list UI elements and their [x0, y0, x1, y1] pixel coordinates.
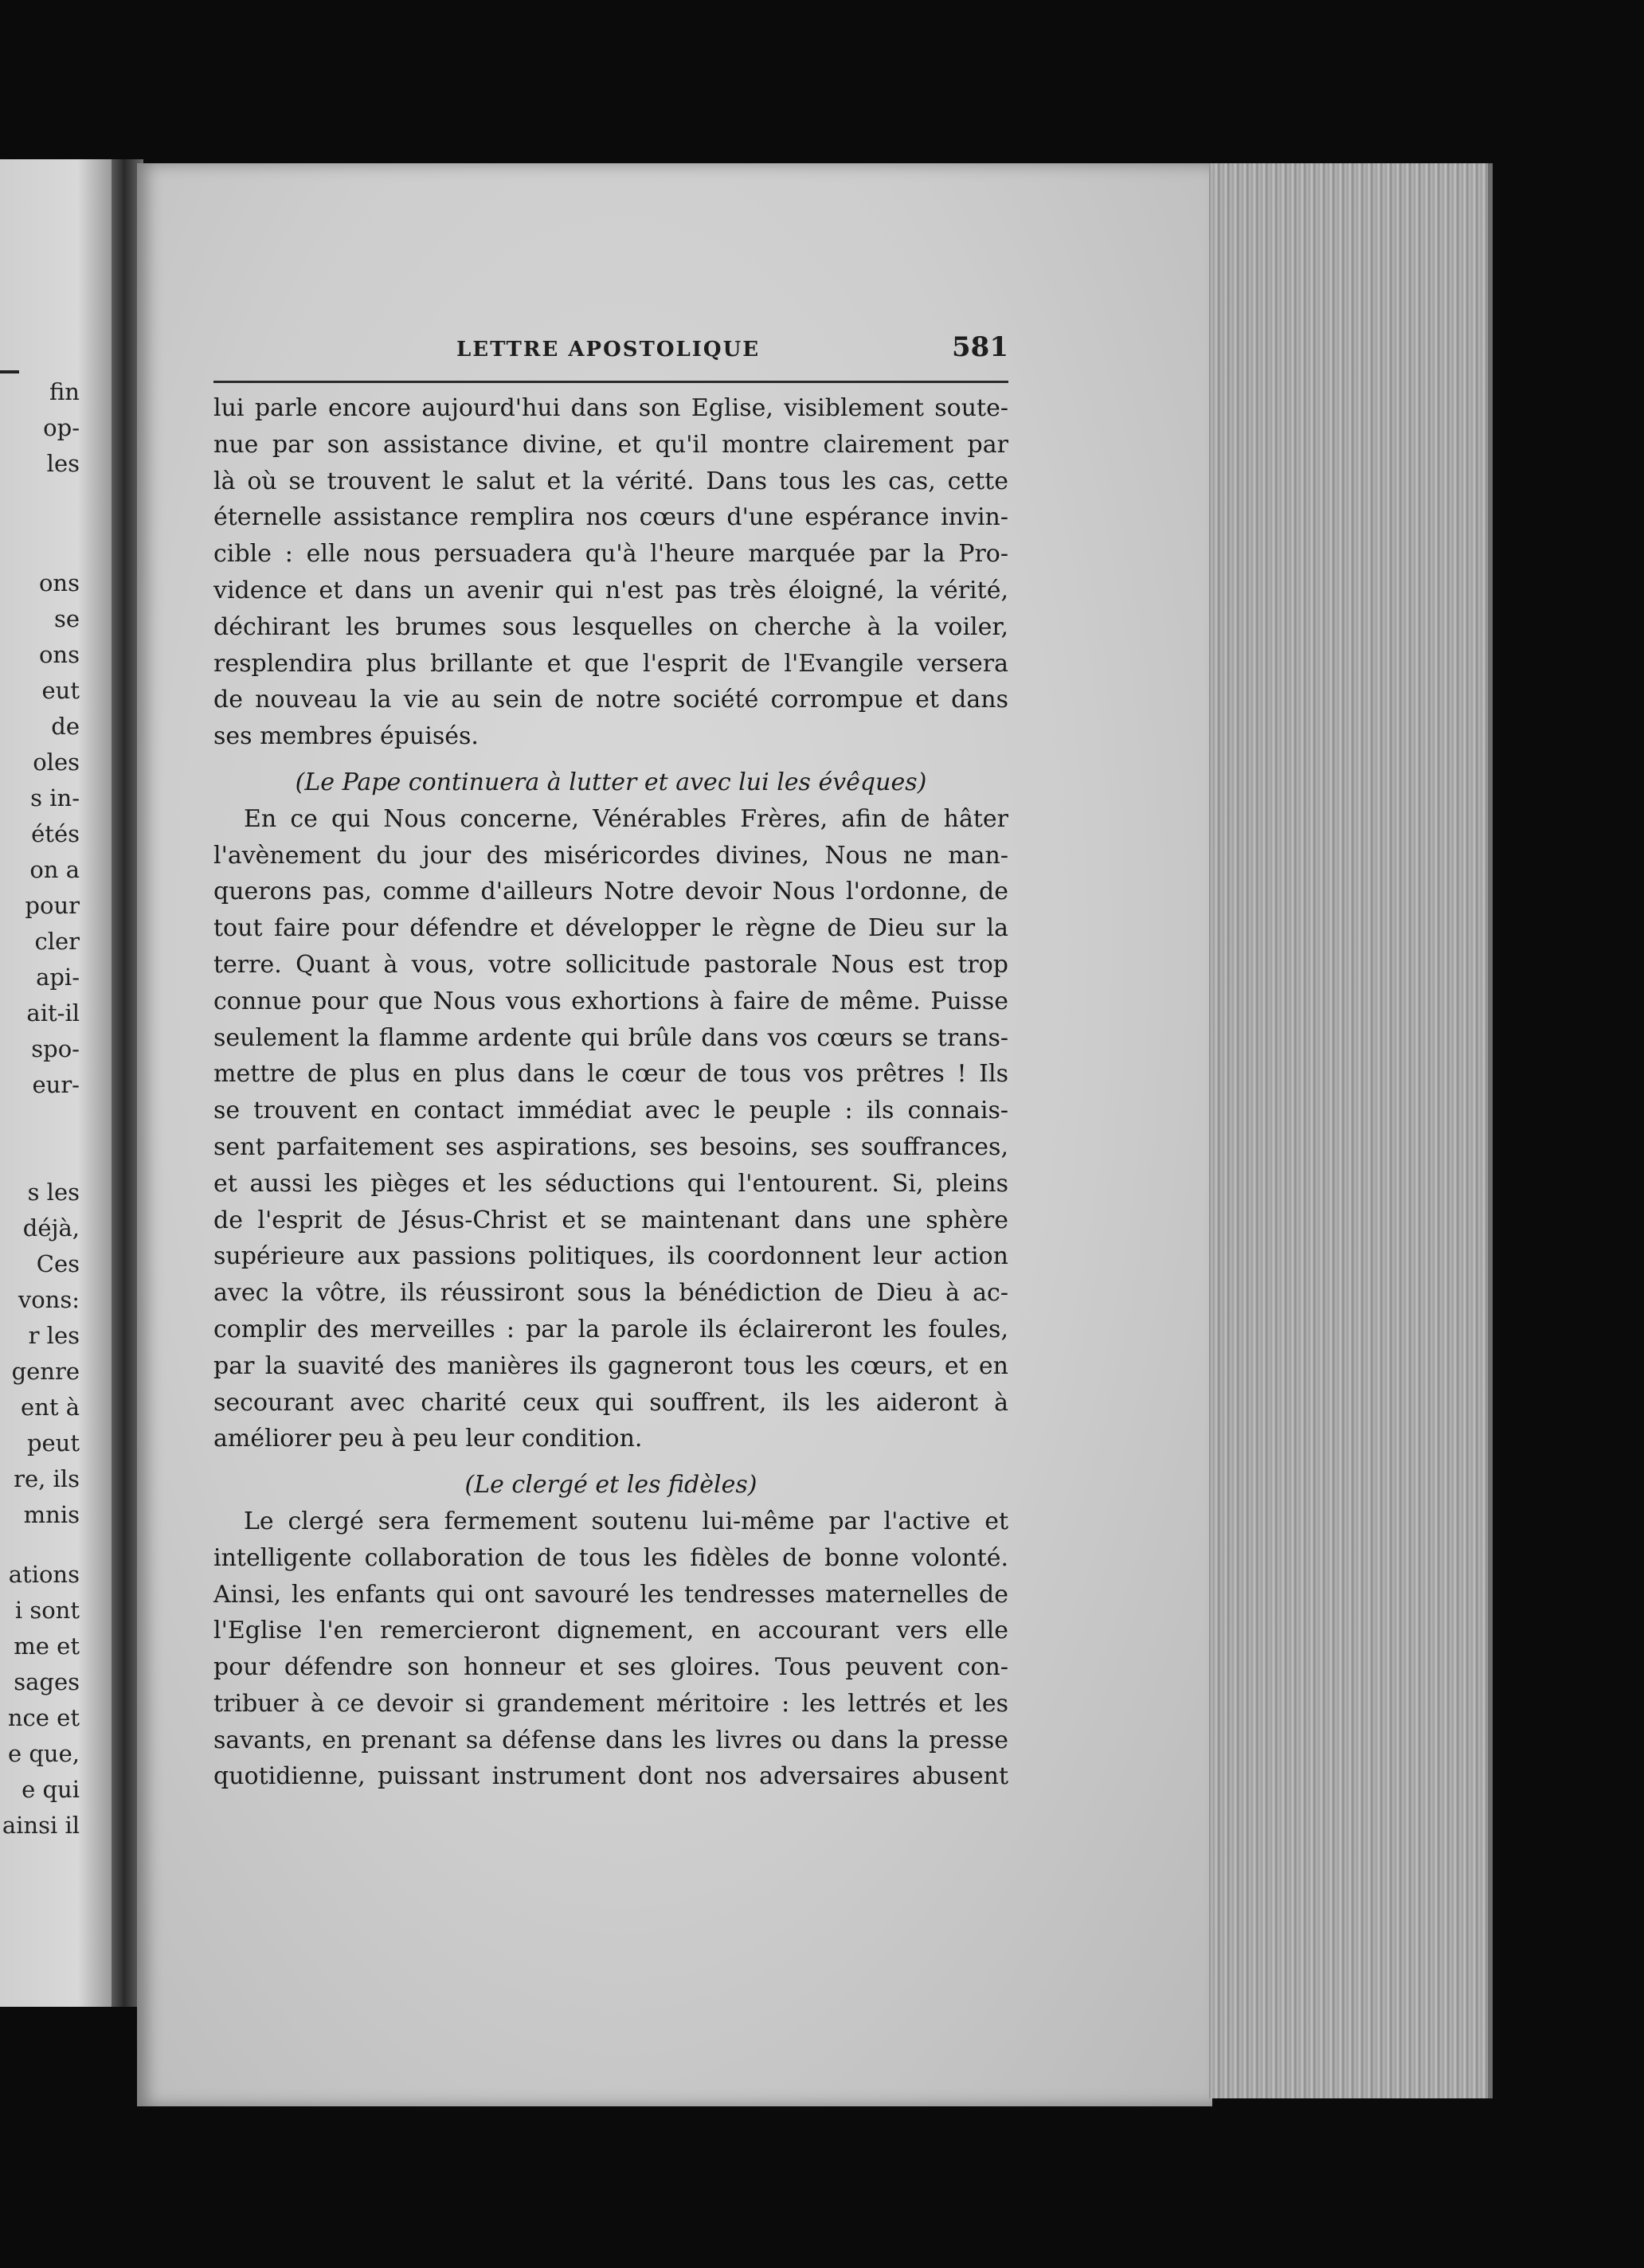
left-page-fragment: ent à: [20, 1394, 80, 1421]
text-line: améliorer peu à peu leur condition.: [213, 1425, 643, 1453]
left-page-fragment: ainsi il: [2, 1812, 80, 1839]
text-line: complir des merveilles : par la parole ils éclaireront les foules,: [213, 1315, 1008, 1343]
left-page-fragment: Ces: [36, 1250, 80, 1277]
paragraph-2: [213, 801, 1008, 1457]
text-line: là où se trouvent le salut et la vérité. Dans tous les cas, cette: [213, 467, 1008, 495]
left-page-fragment: genre: [11, 1358, 80, 1385]
text-line: tribuer à ce devoir si grandement méritoire : les lettrés et les: [213, 1689, 1008, 1718]
text-line: avec la vôtre, ils réussiront sous la bénédiction de Dieu à ac-: [213, 1279, 1008, 1308]
text-line: se trouvent en contact immédiat avec le peuple : ils connais-: [213, 1097, 1008, 1125]
left-page-fragment: fin: [49, 378, 80, 405]
text-line: nue par son assistance divine, et qu'il montre clairement par: [213, 430, 1008, 459]
left-page-fragment: oles: [33, 749, 80, 776]
left-page-fragment: nce et: [7, 1704, 80, 1731]
text-line: ses membres épuisés.: [213, 722, 479, 751]
left-page-fragment: pour: [25, 892, 80, 919]
text-line: terre. Quant à vous, votre sollicitude pastorale Nous est trop: [213, 950, 1008, 979]
text-line: Ainsi, les enfants qui ont savouré les tendresses maternelles de: [213, 1580, 1008, 1609]
text-line: l'avènement du jour des miséricordes divines, Nous ne man-: [213, 841, 1008, 870]
left-page-fragment: r les: [28, 1322, 80, 1349]
text-line: connue pour que Nous vous exhortions à faire de même. Puisse: [213, 987, 1008, 1015]
text-line: lui parle encore aujourd'hui dans son Eglise, visiblement soute-: [213, 394, 1008, 422]
left-page-fragment: me et: [14, 1633, 80, 1660]
left-page: [0, 159, 112, 2007]
text-line: En ce qui Nous concerne, Vénérables Frères, afin de hâter: [244, 804, 1008, 833]
left-page-fragment: mnis: [23, 1501, 80, 1528]
text-line: déchirant les brumes sous lesquelles on cherche à la voiler,: [213, 612, 1008, 641]
page-edges: [1209, 163, 1493, 2098]
text-line: cible : elle nous persuadera qu'à l'heure marquée par la Pro-: [213, 540, 1008, 569]
left-page-fragment: ait-il: [26, 999, 80, 1026]
left-page-fragment: ations: [8, 1561, 80, 1588]
text-line: tout faire pour défendre et développer le règne de Dieu sur la: [213, 914, 1008, 943]
left-page-fragment: e que,: [7, 1740, 80, 1767]
section-heading-pape: (Le Pape continuera à lutter et avec lui les évêques): [295, 768, 927, 796]
left-page-fragment: déjà,: [22, 1214, 80, 1242]
left-page-fragment: eur-: [32, 1071, 80, 1098]
text-line: de l'esprit de Jésus-Christ et se maintenant dans une sphère: [213, 1206, 1008, 1234]
left-page-fragment: s in-: [30, 784, 80, 811]
left-page-fragment: peut: [26, 1429, 80, 1457]
left-page-fragment: op-: [43, 414, 80, 441]
text-line: mettre de plus en plus dans le cœur de tous vos prêtres ! Ils: [213, 1060, 1008, 1089]
left-page-fragment: i sont: [14, 1597, 80, 1624]
left-page-fragment: de: [51, 713, 80, 740]
text-line: savants, en prenant sa défense dans les livres ou dans la presse: [213, 1726, 1008, 1754]
left-page-fragment: sages: [14, 1668, 80, 1695]
left-page-fragment: cler: [34, 928, 80, 955]
text-line: de nouveau la vie au sein de notre société corrompue et dans: [213, 686, 1008, 714]
left-page-rule: [0, 370, 19, 373]
left-page-fragment: spo-: [31, 1035, 80, 1062]
running-head: LETTRE APOSTOLIQUE: [456, 338, 761, 362]
left-page-fragment: les: [46, 450, 80, 477]
paragraph-1: [213, 390, 1008, 755]
left-page-fragment: se: [53, 605, 80, 632]
text-line: et aussi les pièges et les séductions qui l'entourent. Si, pleins: [213, 1169, 1008, 1198]
left-page-fragment: vons:: [18, 1286, 80, 1313]
left-page-fragment: on a: [29, 856, 80, 883]
text-line: resplendira plus brillante et que l'esprit de l'Evangile versera: [213, 649, 1008, 678]
left-page-fragment: api-: [36, 964, 80, 991]
left-page-fragment: e qui: [22, 1776, 80, 1803]
body-text: [213, 390, 1008, 1795]
paragraph-3: [213, 1504, 1008, 1795]
text-line: vidence et dans un avenir qui n'est pas très éloigné, la vérité,: [213, 576, 1008, 604]
text-line: pour défendre son honneur et ses gloires. Tous peuvent con-: [213, 1653, 1008, 1682]
text-line: querons pas, comme d'ailleurs Notre devoir Nous l'ordonne, de: [213, 878, 1008, 906]
page-number: 581: [952, 331, 1008, 363]
text-line: secourant avec charité ceux qui souffrent, ils les aideront à: [213, 1388, 1008, 1417]
left-page-fragment: re, ils: [14, 1465, 80, 1492]
text-line: par la suavité des manières ils gagneront tous les cœurs, et en: [213, 1351, 1008, 1380]
left-page-fragment: ons: [38, 569, 80, 596]
left-page-fragment: s les: [27, 1179, 80, 1206]
left-page-fragment: ons: [38, 641, 80, 668]
text-line: quotidienne, puissant instrument dont nos adversaires abusent: [213, 1762, 1008, 1791]
header-rule: [213, 381, 1008, 383]
text-line: l'Eglise l'en remercieront dignement, en accourant vers elle: [213, 1617, 1008, 1645]
text-line: supérieure aux passions politiques, ils coordonnent leur action: [213, 1242, 1008, 1271]
section-heading-clerge: (Le clergé et les fidèles): [464, 1471, 757, 1500]
left-page-fragment: étés: [31, 820, 80, 847]
text-line: seulement la flamme ardente qui brûle dans vos cœurs se trans-: [213, 1023, 1008, 1052]
text-line: intelligente collaboration de tous les fidèles de bonne volonté.: [213, 1543, 1008, 1572]
text-line: sent parfaitement ses aspirations, ses besoins, ses souffrances,: [213, 1132, 1008, 1161]
text-line: Le clergé sera fermement soutenu lui-même par l'active et: [244, 1507, 1008, 1535]
text-line: éternelle assistance remplira nos cœurs d'une espérance invin-: [213, 503, 1008, 532]
left-page-fragment: eut: [41, 677, 80, 704]
page-header: [213, 331, 1008, 379]
